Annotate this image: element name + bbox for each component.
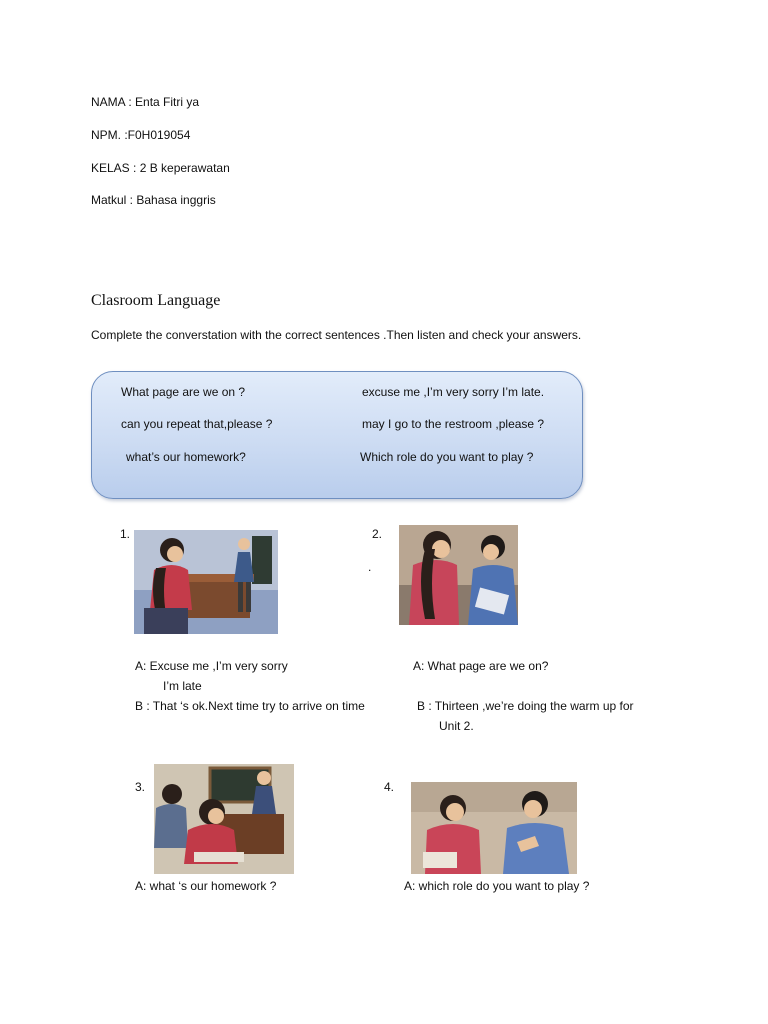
exercise-3-illustration — [154, 764, 294, 874]
exercise-2-line-a: A: What page are we on? — [413, 659, 549, 673]
exercise-4-illustration — [411, 782, 577, 874]
word-bank-left-3: what’s our homework? — [126, 450, 246, 464]
course-name: Matkul : Bahasa inggris — [91, 193, 216, 207]
exercise-1-line-b: B : That ‘s ok.Next time try to arrive on time — [135, 699, 365, 713]
word-bank-right-1: excuse me ,I’m very sorry I’m late. — [362, 385, 545, 399]
exercise-1-number: 1. — [120, 527, 131, 541]
exercise-3-number: 3. — [135, 780, 146, 794]
exercise-2-line-b-cont: Unit 2. — [439, 719, 474, 733]
exercise-2-number: 2. — [372, 527, 383, 541]
student-npm: NPM. :F0H019054 — [91, 128, 191, 142]
word-bank-box — [91, 371, 583, 499]
exercise-1-line-a-cont: I’m late — [163, 679, 202, 693]
word-bank-left-1: What page are we on ? — [121, 385, 246, 399]
word-bank-left-2: can you repeat that,please ? — [121, 417, 273, 431]
exercise-2-illustration — [399, 525, 518, 625]
word-bank-right-2: may I go to the restroom ,please ? — [362, 417, 545, 431]
exercise-4-number: 4. — [384, 780, 395, 794]
exercise-2-line-b: B : Thirteen ,we’re doing the warm up for — [417, 699, 634, 713]
student-class: KELAS : 2 B keperawatan — [91, 161, 230, 175]
word-bank-right-3: Which role do you want to play ? — [360, 450, 534, 464]
student-name: NAMA : Enta Fitri ya — [91, 95, 200, 109]
section-title: Clasroom Language — [91, 292, 221, 309]
exercise-4-line-a: A: which role do you want to play ? — [404, 879, 590, 893]
exercise-1-illustration — [134, 530, 278, 634]
exercise-2-dot: . — [368, 560, 372, 574]
instruction-text: Complete the converstation with the correct sentences .Then listen and check your answers. — [91, 328, 582, 342]
exercise-1-line-a: A: Excuse me ,I’m very sorry — [135, 659, 288, 673]
exercise-3-line-a: A: what ‘s our homework ? — [135, 879, 277, 893]
